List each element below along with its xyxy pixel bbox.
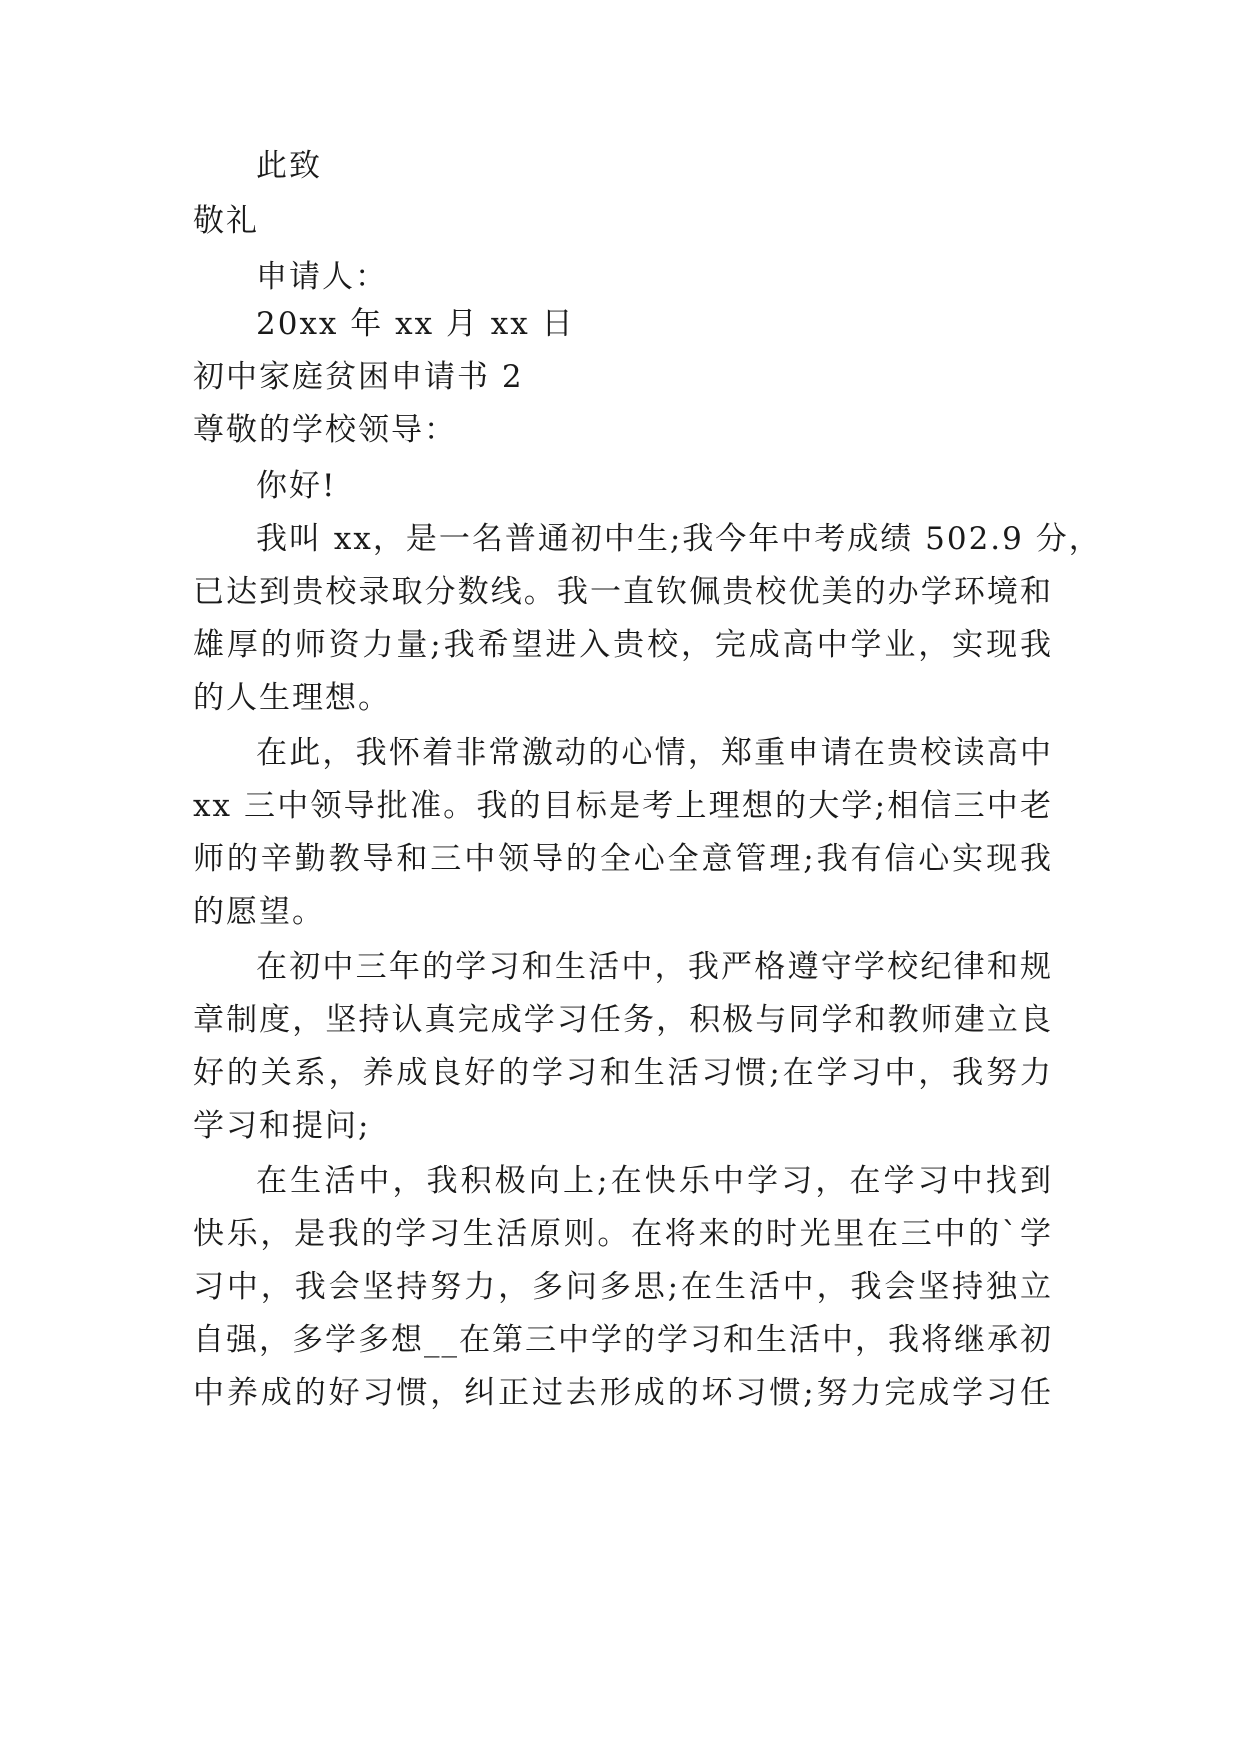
paragraph-1-line-3: 雄厚的师资力量;我希望进入贵校，完成高中学业，实现我 bbox=[193, 627, 1053, 663]
paragraph-3-line-4: 学习和提问; bbox=[193, 1108, 371, 1144]
paragraph-2-line-4: 的愿望。 bbox=[193, 894, 325, 930]
paragraph-1-line-4: 的人生理想。 bbox=[193, 680, 391, 716]
salutation-ci-zhi: 此致 bbox=[256, 148, 322, 184]
document-title: 初中家庭贫困申请书 2 bbox=[193, 359, 524, 395]
paragraph-3-line-2: 章制度，坚持认真完成学习任务，积极与同学和教师建立良 bbox=[193, 1002, 1053, 1038]
paragraph-3-line-3: 好的关系，养成良好的学习和生活习惯;在学习中，我努力 bbox=[193, 1055, 1053, 1091]
paragraph-2-line-2: xx 三中领导批准。我的目标是考上理想的大学;相信三中老 bbox=[193, 788, 1053, 824]
paragraph-2-line-3: 师的辛勤教导和三中领导的全心全意管理;我有信心实现我 bbox=[193, 841, 1053, 877]
application-date: 20xx 年 xx 月 xx 日 bbox=[256, 306, 575, 342]
paragraph-2-line-1: 在此，我怀着非常激动的心情，郑重申请在贵校读高中 bbox=[256, 735, 1053, 771]
paragraph-4-line-5: 中养成的好习惯，纠正过去形成的坏习惯;努力完成学习任 bbox=[193, 1375, 1053, 1411]
addressee: 尊敬的学校领导： bbox=[193, 412, 457, 448]
paragraph-4-line-3: 习中，我会坚持努力，多问多思;在生活中，我会坚持独立 bbox=[193, 1269, 1053, 1305]
paragraph-4-line-4: 自强，多学多想__在第三中学的学习和生活中，我将继承初 bbox=[193, 1322, 1053, 1358]
greeting: 你好! bbox=[256, 468, 337, 504]
paragraph-4-line-1: 在生活中，我积极向上;在快乐中学习，在学习中找到 bbox=[256, 1163, 1053, 1199]
paragraph-3-line-1: 在初中三年的学习和生活中，我严格遵守学校纪律和规 bbox=[256, 949, 1053, 985]
paragraph-1-line-1: 我叫 xx，是一名普通初中生;我今年中考成绩 502.9 分， bbox=[256, 521, 1102, 557]
paragraph-4-line-2: 快乐，是我的学习生活原则。在将来的时光里在三中的`学 bbox=[193, 1216, 1053, 1252]
applicant-label: 申请人： bbox=[256, 259, 388, 295]
paragraph-1-line-2: 已达到贵校录取分数线。我一直钦佩贵校优美的办学环境和 bbox=[193, 574, 1053, 610]
salutation-jing-li: 敬礼 bbox=[193, 203, 259, 239]
